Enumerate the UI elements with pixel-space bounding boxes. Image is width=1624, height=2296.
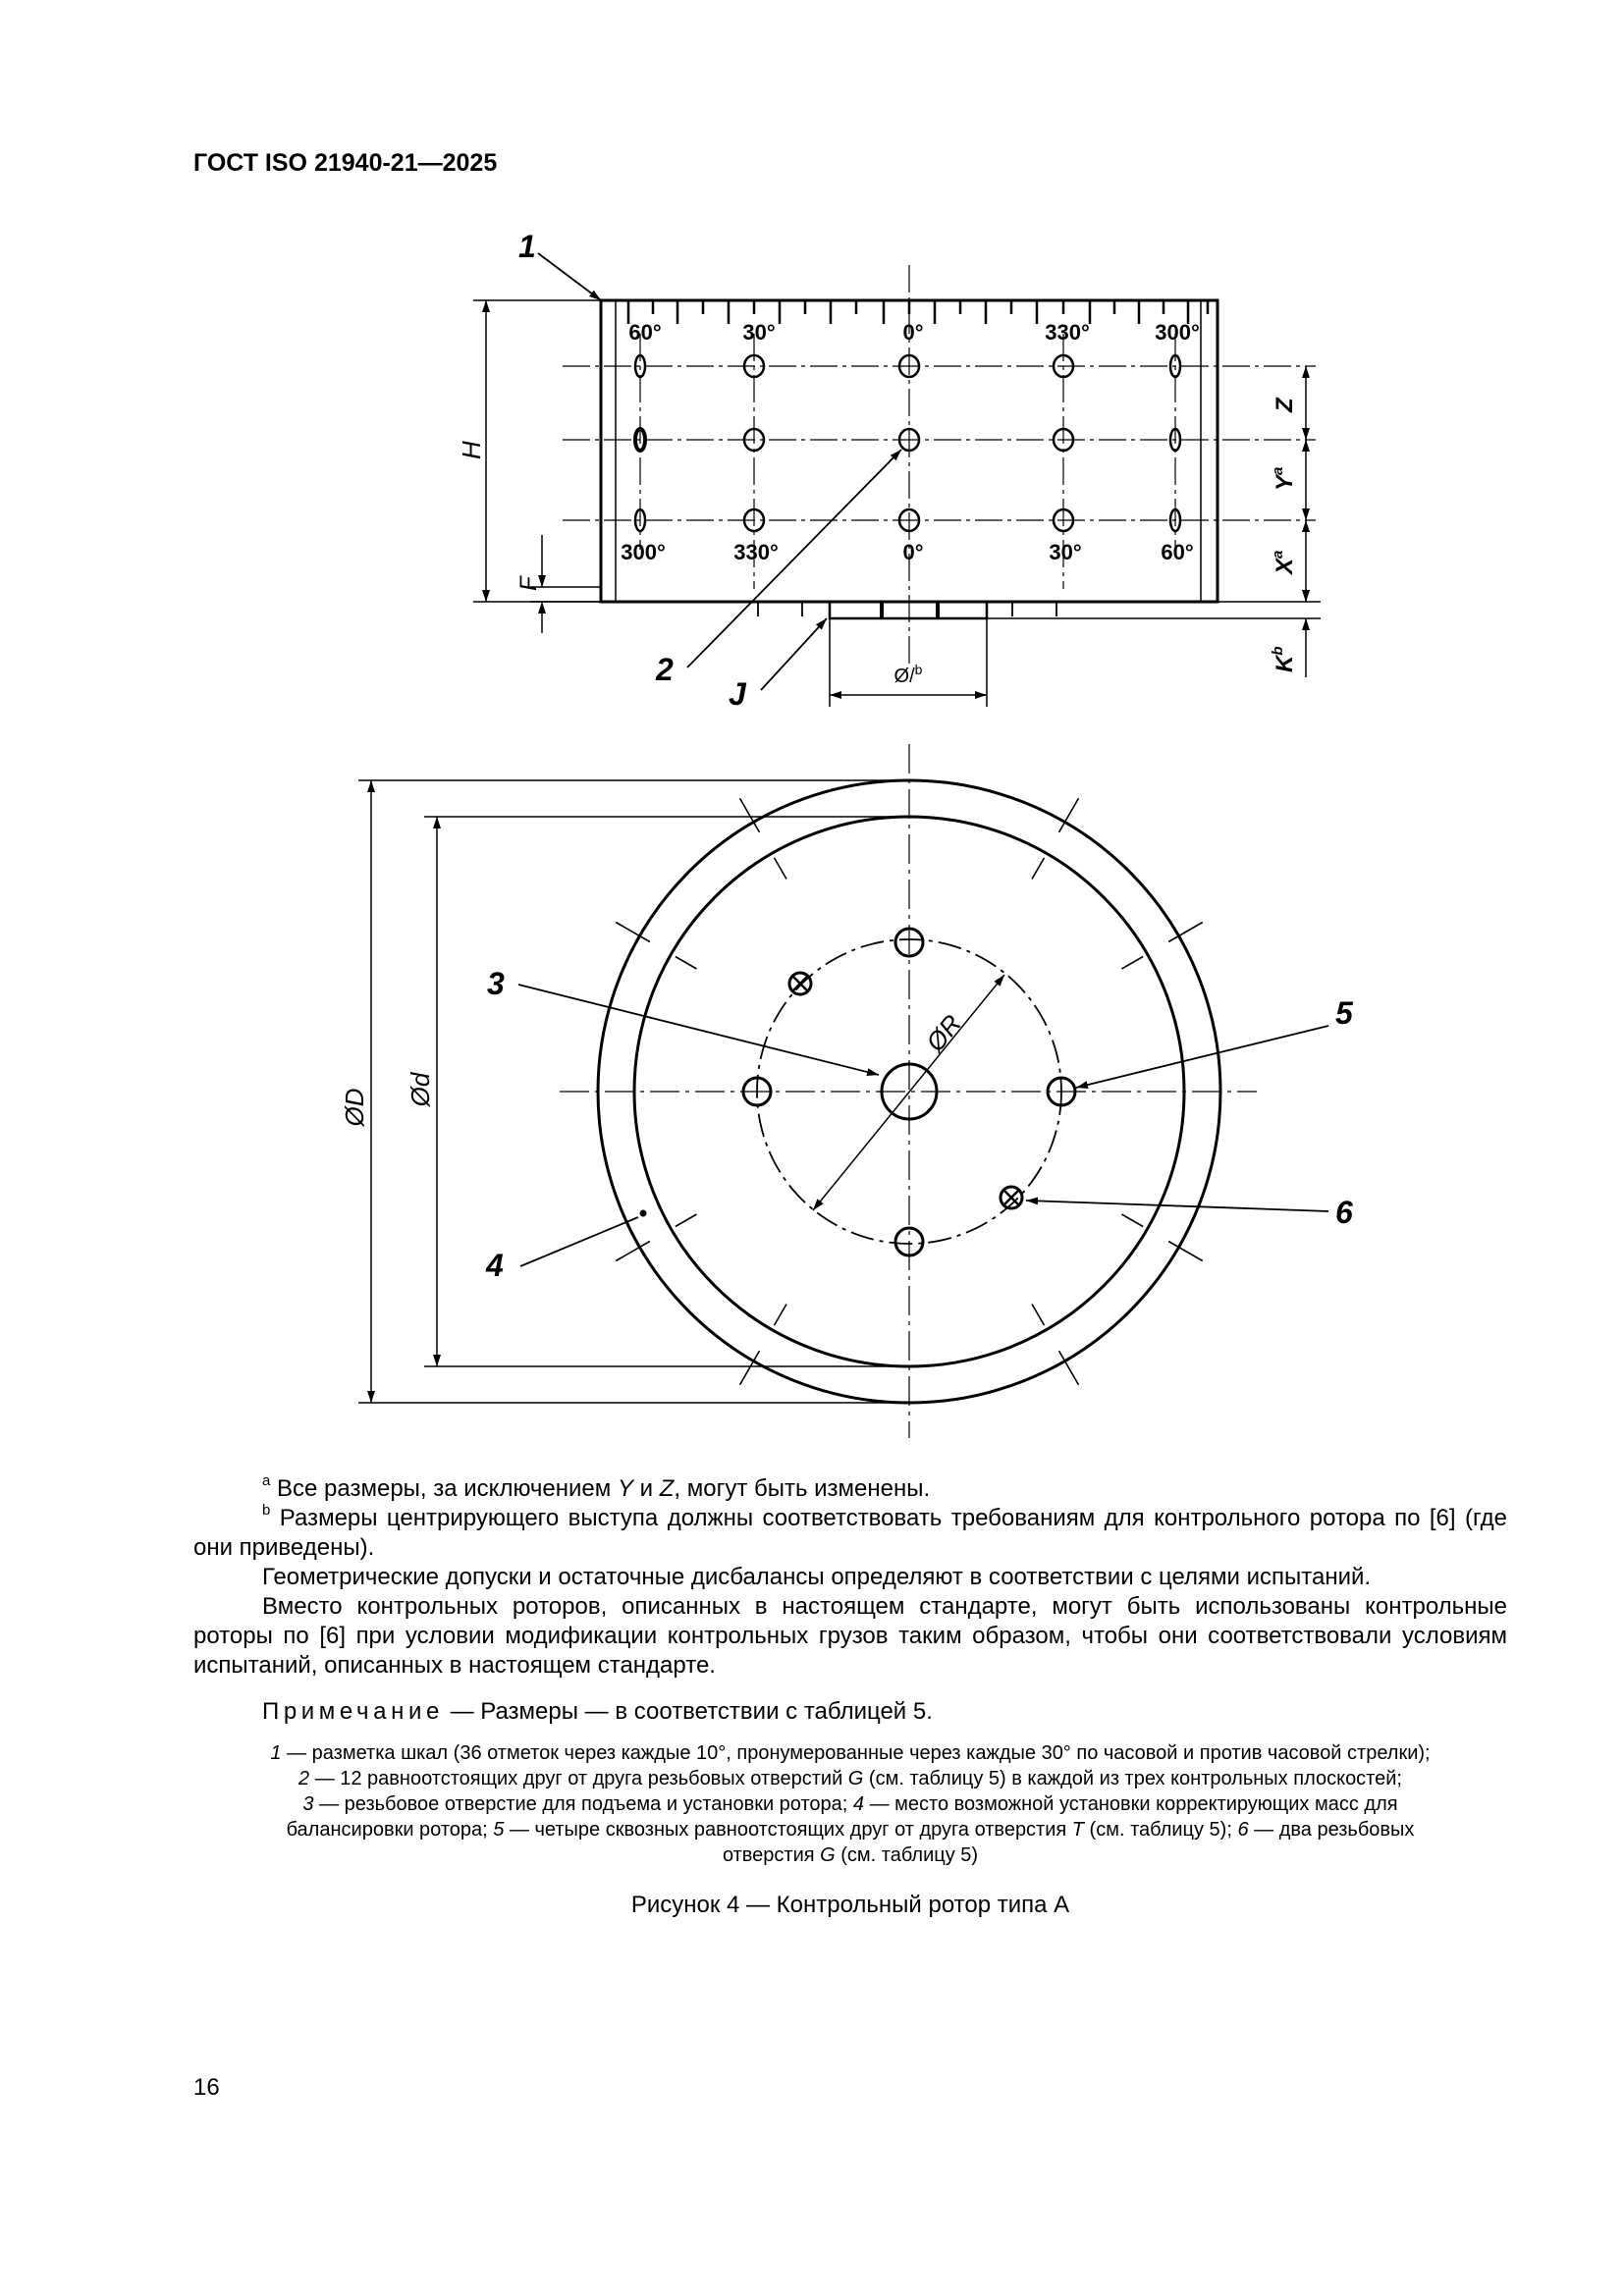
dim-Y: $Y^a$: [1270, 466, 1298, 491]
scale-label: 300°: [1155, 320, 1200, 345]
scale-label: 60°: [1161, 540, 1194, 564]
callout-1: 1: [518, 229, 536, 264]
centering-hub: [830, 602, 987, 618]
scale-label: 0°: [902, 320, 924, 345]
threaded-holes: [635, 355, 1180, 531]
callout-4: 4: [486, 1248, 504, 1283]
callout-5: 5: [1335, 995, 1353, 1031]
scale-label: 0°: [902, 540, 924, 564]
dim-F: F: [515, 576, 542, 591]
radial-mark: [1032, 858, 1045, 880]
scale-label: 60°: [628, 320, 662, 345]
callout-3: 3: [487, 966, 505, 1001]
radial-mark: [676, 1214, 697, 1227]
figure-notes: [193, 1474, 1507, 1681]
note-primechanie: Примечание — Размеры — в соответствии с таблицей 5.: [262, 1698, 933, 1725]
dim-D: ØD: [340, 1088, 369, 1127]
callout-J: J: [729, 676, 746, 712]
scale-label: 330°: [1045, 320, 1090, 345]
figure-legend: 1 — разметка шкал (36 отметок через каждые 10°, пронумерованные через каждые 30° по часовой и против часовой стрелки); 2 — 12 равноотстоящих друг от друга резьбовых отверстий G (см. таблицу 5) в каждой из трех контрольных плоскостей; 3 — резьбовое отверстие для подъема и установки ротора; 4 — место возможной установки корректирующих масс для балансировки ротора; 5 — четыре сквозных равноотстоящих друг от друга отверстия T (см. таблицу 5); 6 — два резьбовых отверстия G (см. таблицу 5): [270, 1742, 1431, 1866]
top-view: [340, 744, 1354, 1438]
scale-labels: [621, 320, 1200, 564]
dim-R: ØR: [920, 1008, 967, 1057]
scale-label: 30°: [742, 320, 776, 345]
radial-mark: [676, 957, 697, 970]
dim-Z: Z: [1272, 398, 1298, 412]
dim-H: H: [457, 441, 486, 459]
figure-caption: Рисунок 4 — Контрольный ротор типа А: [630, 1892, 1070, 1918]
side-view: [457, 229, 1321, 712]
standard-header: ГОСТ ISO 21940-21—2025: [193, 149, 498, 177]
dim-d: Ød: [406, 1072, 435, 1107]
note-paragraph: Вместо контрольных роторов, описанных в настоящем стандарте, могут быть использованы контрольные роторы по [6] при условии модификации контрольных грузов таким образом, чтобы они соответствовали условиям испытаний, описанных в настоящем стандарте.: [193, 1593, 1507, 1679]
page-number: 16: [193, 2074, 220, 2101]
callout-2: 2: [656, 652, 674, 687]
footnote-a: $^a$ Все размеры, за исключением Y и Z, могут быть изменены.: [262, 1472, 931, 1502]
note-paragraph: Геометрические допуски и остаточные дисбалансы определяют в соответствии с целями испытаний.: [262, 1564, 1372, 1590]
radial-mark: [1122, 1214, 1144, 1227]
scale-label: 330°: [733, 540, 779, 564]
dim-X: $X^a$: [1270, 550, 1298, 574]
radial-mark: [775, 1305, 787, 1326]
callout-6: 6: [1335, 1195, 1353, 1230]
radial-mark: [775, 858, 787, 880]
scale-label: 30°: [1049, 540, 1082, 564]
footnote-b: $^b$ Размеры центрирующего выступа должны соответствовать требованиям для контрольного ротора по [6] (где они приведены).: [193, 1502, 1507, 1561]
radial-mark: [1032, 1305, 1045, 1326]
scale-label: 300°: [621, 540, 666, 564]
radial-mark: [1122, 957, 1144, 970]
dim-diam-l: Ø/$^b$: [893, 662, 923, 687]
dim-K: $K^b$: [1270, 646, 1298, 672]
